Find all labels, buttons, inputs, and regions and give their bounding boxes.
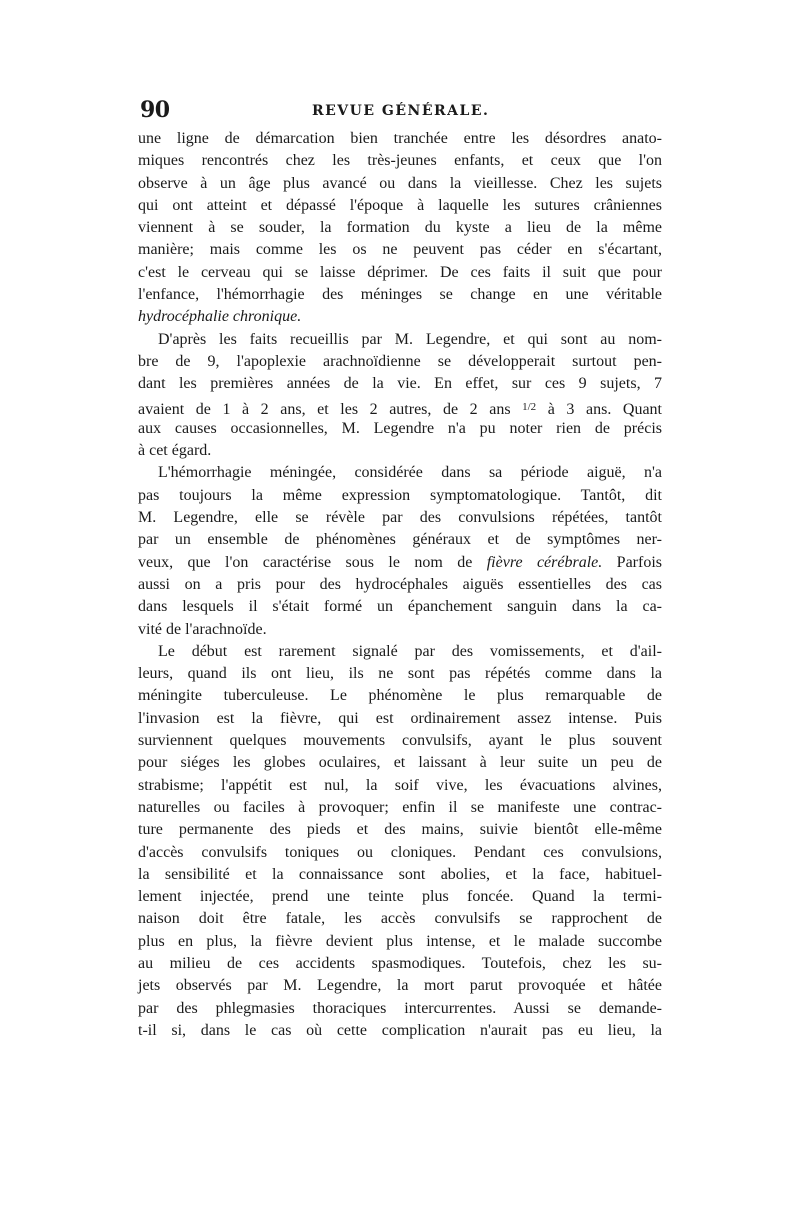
- text-line: surviennent quelques mouvements convulsifs, ayant le plus souvent: [138, 732, 662, 750]
- text-line: au milieu de ces accidents spasmodiques. Toutefois, chez les su-: [138, 954, 662, 972]
- text-segment: avaient de 1 à 2 ans, et les 2 autres, de 2 ans: [138, 400, 523, 418]
- page-header: [140, 97, 668, 127]
- text-line: pas toujours la même expression symptomatologique. Tantôt, dit: [138, 486, 662, 504]
- text-line: c'est le cerveau qui se laisse déprimer. De ces faits il suit que pour: [138, 263, 662, 281]
- text-segment: Parfois: [602, 553, 662, 571]
- text-line: M. Legendre, elle se révèle par des convulsions répétées, tantôt: [138, 509, 662, 527]
- text-line: à cet égard.: [138, 442, 212, 460]
- text-segment: veux, que l'on caractérise sous le nom de: [138, 553, 487, 571]
- text-line: strabisme; l'appétit est nul, la soif vive, les évacuations alvines,: [138, 776, 662, 794]
- text-line: une ligne de démarcation bien tranchée entre les désordres anato-: [138, 130, 662, 147]
- text-segment: à 3 ans. Quant: [536, 400, 663, 418]
- text-line: par des phlegmasies thoraciques intercurrentes. Aussi se demande-: [138, 999, 662, 1017]
- body-text: [138, 128, 662, 1042]
- text-line: l'invasion est la fièvre, qui est ordinairement assez intense. Puis: [138, 709, 662, 727]
- italic-term-hydrocephalie: hydrocéphalie chronique.: [138, 308, 302, 326]
- italic-term-fievre: fièvre cérébrale.: [486, 553, 603, 571]
- text-line: viennent à se souder, la formation du kyste a lieu de la même: [138, 219, 662, 237]
- text-line: lement injectée, prend une teinte plus foncée. Quand la termi-: [138, 888, 662, 906]
- text-line: vité de l'arachnoïde.: [138, 620, 267, 638]
- text-line: méningite tuberculeuse. Le phénomène le plus remarquable de: [138, 687, 662, 705]
- text-line: qui ont atteint et dépassé l'époque à laquelle les sutures crâniennes: [138, 196, 662, 214]
- text-line: miques rencontrés chez les très-jeunes enfants, et ceux que l'on: [138, 152, 662, 170]
- text-line: t-il si, dans le cas où cette complication n'aurait pas eu lieu, la: [138, 1021, 662, 1039]
- paragraph-start: D'après les faits recueillis par M. Legendre, et qui sont au nom-: [158, 330, 662, 348]
- text-line: ture permanente des pieds et des mains, suivie bientôt elle-même: [138, 821, 662, 839]
- running-head: REVUE GÉNÉRALE.: [312, 103, 490, 119]
- text-line: la sensibilité et la connaissance sont abolies, et la face, habituel-: [138, 865, 662, 883]
- fraction-half: 1/2: [522, 400, 537, 413]
- text-line: dant les premières années de la vie. En effet, sur ces 9 sujets, 7: [138, 375, 662, 393]
- text-line: naturelles ou faciles à provoquer; enfin il se manifeste une contrac-: [138, 798, 662, 816]
- text-line: d'accès convulsifs toniques ou cloniques. Pendant ces convulsions,: [138, 843, 662, 861]
- text-line: leurs, quand ils ont lieu, ils ne sont pas répétés comme dans la: [138, 665, 662, 683]
- page-number: 90: [140, 97, 170, 123]
- text-line: jets observés par M. Legendre, la mort parut provoquée et hâtée: [138, 977, 662, 995]
- paragraph-start: L'hémorrhagie méningée, considérée dans sa période aiguë, n'a: [158, 464, 662, 482]
- text-line: aux causes occasionnelles, M. Legendre n'a pu noter rien de précis: [138, 419, 662, 437]
- text-line: l'enfance, l'hémorrhagie des méninges se change en une véritable: [138, 286, 662, 304]
- text-line: observe à un âge plus avancé ou dans la vieillesse. Chez les sujets: [138, 174, 662, 192]
- text-line-fraction: [138, 396, 662, 418]
- text-line: par un ensemble de phénomènes généraux et de symptômes ner-: [138, 531, 662, 549]
- text-line: plus en plus, la fièvre devient plus intense, et le malade succombe: [138, 932, 662, 950]
- text-line: pour siéges les globes oculaires, et laissant à leur suite un peu de: [138, 754, 662, 772]
- paragraph-start: Le début est rarement signalé par des vomissements, et d'ail-: [158, 642, 662, 660]
- text-line: dans lesquels il s'était formé un épanchement sanguin dans la ca-: [138, 598, 662, 616]
- text-line-italic: [138, 552, 662, 574]
- text-line: manière; mais comme les os ne peuvent pas céder en s'écartant,: [138, 241, 662, 259]
- text-line: bre de 9, l'apoplexie arachnoïdienne se développerait surtout pen-: [138, 352, 662, 370]
- text-line: naison doit être fatale, les accès convulsifs se rapprochent de: [138, 910, 662, 928]
- text-line: aussi on a pris pour des hydrocéphales aiguës essentielles des cas: [138, 575, 662, 593]
